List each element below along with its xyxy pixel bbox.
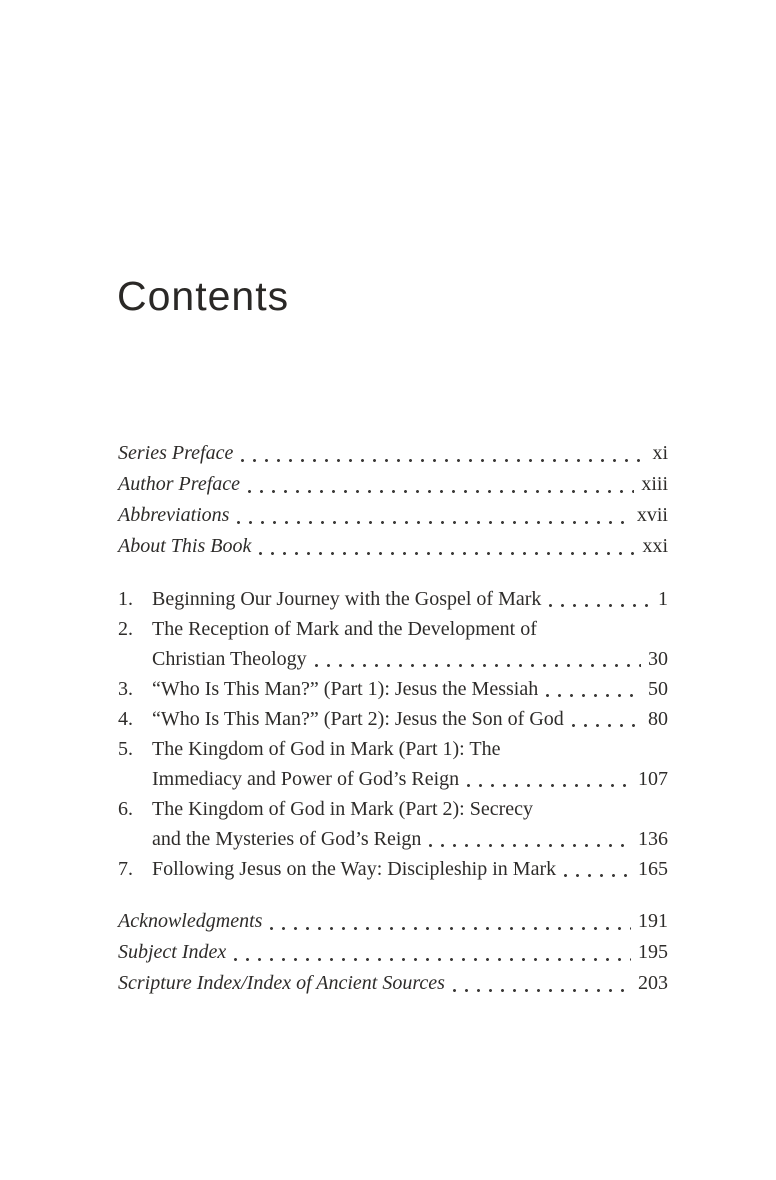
toc-entry-page: 1 [658,588,668,610]
chapter-title-line-2: Christian Theology [152,648,307,670]
dot-leader [453,989,631,992]
chapter-number: 5. [118,738,133,760]
toc-entry-subject-index [118,937,668,968]
toc-entry-page: 165 [638,858,668,880]
toc-entry-chapter-2 [118,614,668,644]
toc-entry-chapter-5 [118,734,668,764]
toc-entry-chapter-2-continued [118,644,668,674]
toc-entry-title: Subject Index [118,941,227,963]
chapter-title: Following Jesus on the Way: Discipleship in Mark [152,858,557,880]
toc-entry-chapter-5-continued [118,764,668,794]
chapter-title-line-1: The Reception of Mark and the Development of [152,618,537,640]
toc-entry-page: 191 [638,910,668,932]
toc-entry-page: xi [652,442,668,464]
toc-entry-title: Author Preface [118,473,241,495]
toc-entry-acknowledgments [118,906,668,937]
toc-entry-chapter-6 [118,794,668,824]
toc-entry-chapter-3 [118,674,668,704]
dot-leader [572,724,641,727]
toc-entry-page: 80 [648,708,668,730]
toc-entry-title: Acknowledgments [118,910,263,932]
dot-leader [564,874,631,877]
chapter-number: 7. [118,858,133,880]
toc-entry-page: xvii [636,504,668,526]
dot-leader [241,459,645,462]
toc-entry-page: 107 [638,768,668,790]
chapter-number: 3. [118,678,133,700]
toc-entry-author-preface [118,469,668,500]
chapter-number: 1. [118,588,133,610]
chapter-title-line-1: The Kingdom of God in Mark (Part 1): The [152,738,501,760]
toc-entry-page: 195 [638,941,668,963]
toc-entry-abbreviations [118,500,668,531]
toc-entry-title: Scripture Index/Index of Ancient Sources [118,972,445,994]
dot-leader [315,664,641,667]
toc-entry-series-preface [118,438,668,469]
toc-entry-page: 50 [648,678,668,700]
dot-leader [429,844,631,847]
toc-entry-page: 203 [638,972,668,994]
chapter-number: 4. [118,708,133,730]
chapter-number: 6. [118,798,133,820]
dot-leader [467,784,631,787]
toc-entry-page: 30 [648,648,668,670]
chapter-list [118,584,668,884]
dot-leader [259,552,635,555]
toc-entry-title: About This Book [118,535,252,557]
dot-leader [270,927,631,930]
chapter-title-line-2: Immediacy and Power of God’s Reign [152,768,460,790]
chapter-title-line-1: The Kingdom of God in Mark (Part 2): Secrecy [152,798,534,820]
page-title: Contents [117,273,290,319]
toc-entry-title: Abbreviations [118,504,230,526]
dot-leader [549,604,651,607]
dot-leader [546,694,641,697]
toc-entry-scripture-index [118,968,668,999]
back-matter-list [118,906,668,999]
toc-entry-page: 136 [638,828,668,850]
chapter-title: “Who Is This Man?” (Part 2): Jesus the Son of God [152,708,564,730]
toc-entry-chapter-7 [118,854,668,884]
dot-leader [234,958,631,961]
toc-entry-title: Series Preface [118,442,234,464]
toc-entry-chapter-6-continued [118,824,668,854]
toc-entry-page: xiii [641,473,668,495]
chapter-number: 2. [118,618,133,640]
chapter-title: “Who Is This Man?” (Part 1): Jesus the Messiah [152,678,539,700]
toc-entry-page: xxi [642,535,668,557]
dot-leader [248,490,634,493]
toc-entry-chapter-4 [118,704,668,734]
dot-leader [237,521,629,524]
toc-entry-about-this-book [118,531,668,562]
chapter-title-line-2: and the Mysteries of God’s Reign [152,828,422,850]
chapter-title: Beginning Our Journey with the Gospel of Mark [152,588,542,610]
toc-entry-chapter-1 [118,584,668,614]
front-matter-list [118,438,668,562]
